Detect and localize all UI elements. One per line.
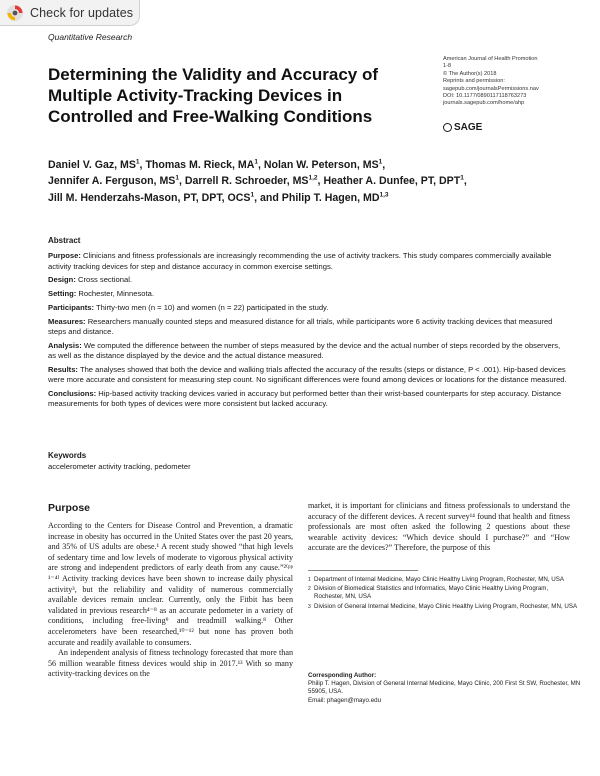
author: Jill M. Henderzahs-Mason, PT, DPT, OCS$^1$, and <box>48 191 282 205</box>
author: Thomas M. Rieck, $MA^1$, <box>145 158 264 171</box>
page-range: 1-8 <box>443 63 452 70</box>
abstract-setting: Setting: Rochester, Minnesota. <box>48 289 154 299</box>
affiliation: 1 Department of Internal Medicine, Mayo Clinic Healthy Living Program, Rochester, MN, USA <box>308 576 565 583</box>
body-column-right <box>308 501 570 554</box>
author: Jennifer A. Ferguson, $MS^1$, <box>48 174 185 188</box>
corresponding-email[interactable]: Email: phagen@mayo.edu <box>308 696 382 704</box>
corresponding-author <box>308 672 583 705</box>
abstract-results: Results: The analyses showed that both the device and walking trials affected the accuracy of the results (steps or distance, P < .001). Hip-based devices were more accurate and consistent for measuring step count. No significant differences were found among devices or locations for the distance measured. <box>48 364 567 385</box>
journal-homepage-link[interactable]: journals.sagepub.com/home/ahp <box>443 100 525 107</box>
abstract-design: Design: Cross sectional. <box>48 275 132 285</box>
abstract <box>48 236 568 413</box>
check-updates-label: Check for updates <box>30 5 134 20</box>
body-paragraph: market, it is important for clinicians and fitness professionals to understand the accuracy of the different devices. A recent survey¹⁴ found that health and fitness professionals are most often asked the following 2 questions about these wearable activity devices: “Which device should I purchase?” and “How accurate are the devices?” Therefore, the purpose of this <box>308 501 570 553</box>
sage-wordmark: SAGE <box>454 122 483 133</box>
body-column-left <box>48 521 293 680</box>
abstract-heading: Abstract <box>48 236 81 245</box>
author: Nolan W. Peterson, $MS^1$, <box>263 158 386 171</box>
body-paragraph: According to the Centers for Disease Control and Prevention, a dramatic increase in obesity has occurred in the United States over the past 20 years, and 35% of US adults are obese.¹ A recent study showed “that high levels of sedentary time and low levels of moderate to vigorous physical activity are strong and independent predictors of early death from any cause.”²⁽ᵖᵖ ¹⁻⁴⁾ Activity tracking devices have been shown to increase daily physical activity³, but the reliability and validity of numerous commercially available devices remain unclear. Currently, only the Fitbit has been validated in previous research⁴⁻⁸ as an accurate pedometer in a variety of conditions, including free-living⁹ and treadmill walking.⁸ Other accelerometers have been researched,¹⁰⁻¹² but none has proven both accurate and readily available to consumers. <box>48 521 293 647</box>
sage-ring-icon <box>443 123 452 132</box>
check-for-updates-badge[interactable] <box>0 0 140 26</box>
body-paragraph: An independent analysis of fitness technology forecasted that more than 56 million wearable fitness devices would ship in 2017.¹³ With so many activity-tracking devices on the <box>48 648 293 679</box>
abstract-purpose: Purpose: Clinicians and fitness professionals are increasingly recommending the use of activity trackers. This study compares commercially available activity tracking devices for step and distance accuracy in common exercise settings. <box>48 251 552 271</box>
abstract-measures: Measures: Researchers manually counted steps and measured distance for all trials, while participants wore 6 activity tracking devices that measured steps and distance. <box>48 316 553 337</box>
abstract-analysis: Analysis: We computed the difference between the number of steps measured by the device and the actual number of steps recorded by the observers, as well as the distance displayed by the device and the actual distance measured. <box>48 340 561 361</box>
sage-logo <box>443 122 482 133</box>
section-label: Quantitative Research <box>48 32 133 42</box>
keywords-heading: Keywords <box>48 451 87 460</box>
purpose-heading: Purpose <box>48 502 91 514</box>
check-updates-icon <box>6 4 24 22</box>
journal-meta <box>443 56 593 108</box>
copyright: © The Author(s) 2018 <box>443 70 497 77</box>
journal-name: American Journal of Health Promotion <box>443 56 538 62</box>
affiliation: 2 Division of Biomedical Statistics and Informatics, Mayo Clinic Healthy Living Program, Rochester, MN, USA <box>308 585 549 601</box>
author: Heather A. Dunfee, PT, DPT$^1$, <box>323 174 467 188</box>
author-list <box>48 155 568 206</box>
footnote-divider <box>308 570 418 571</box>
article-title: Determining the Validity and Accuracy of Multiple Activity-Tracking Devices in Controlled and Free-Walking Conditions <box>48 65 379 126</box>
corresponding-heading: Corresponding Author: <box>308 672 377 679</box>
author: Darrell R. Schroeder, MS$^{1,2}$, <box>184 174 324 188</box>
permissions-link[interactable]: sagepub.com/journalsPermissions.nav <box>443 85 539 92</box>
corresponding-address: Philip T. Hagen, Division of General Internal Medicine, Mayo Clinic, 200 First St SW, Rochester, MN 55905, USA. <box>308 680 581 696</box>
affiliation: 3 Division of General Internal Medicine, Mayo Clinic Healthy Living Program, Rochester, MN, USA <box>308 602 578 610</box>
abstract-participants: Participants: Thirty-two men (n = 10) and women (n = 22) participated in the study. <box>48 302 329 312</box>
doi[interactable]: DOI: 10.1177/0890117118763273 <box>443 93 527 100</box>
reprints-label: Reprints and permission: <box>443 78 505 85</box>
author: Philip T. Hagen, MD$^{1,3}$ <box>281 191 389 205</box>
affiliations <box>308 576 578 612</box>
keywords-text: accelerometer activity tracking, pedometer <box>48 461 191 471</box>
author: Daniel V. Gaz, $MS^1$, <box>48 158 146 171</box>
abstract-conclusions: Conclusions: Hip-based activity tracking devices varied in accuracy but performed better than their wrist-based counterparts for step accuracy. Distance measurements for both types of devices were more consistent but lacked accuracy. <box>48 389 562 409</box>
keywords <box>48 451 568 472</box>
